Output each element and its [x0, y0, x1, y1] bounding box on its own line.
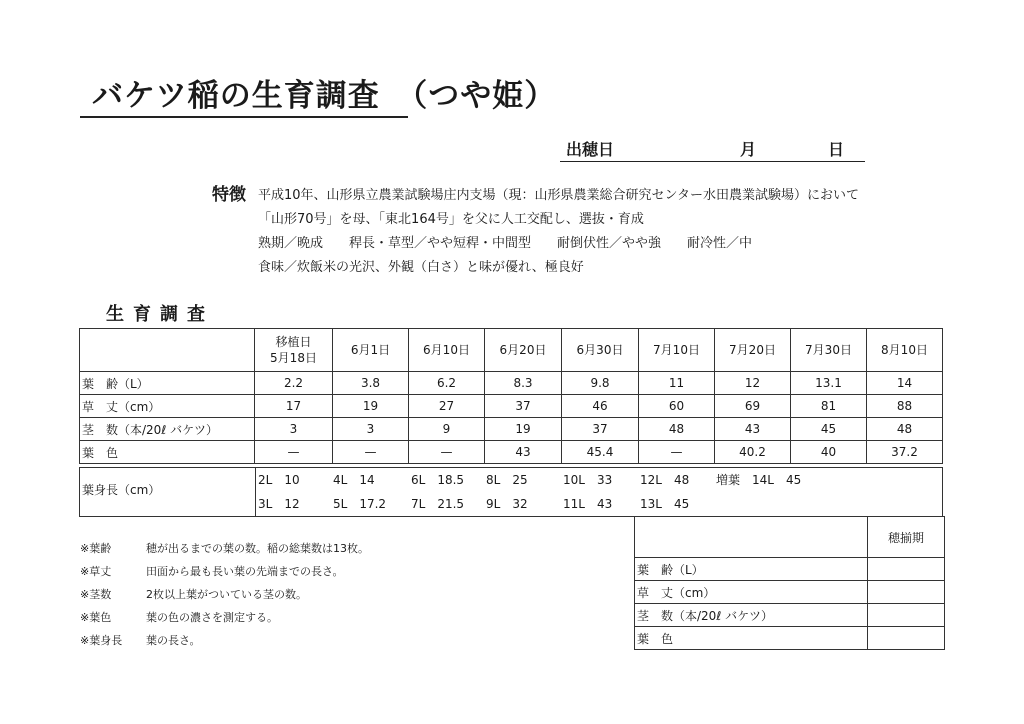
- data-cell: —: [409, 441, 485, 464]
- title-underline: [80, 116, 408, 118]
- note-text: 穂が出るまでの葉の数。稲の総葉数は13枚。: [146, 542, 369, 555]
- date-header-cell: 6月1日: [333, 329, 409, 372]
- heading-date-label: 出穂日: [566, 140, 615, 159]
- data-cell: 12: [715, 372, 791, 395]
- features-line: 食味／炊飯米の光沢、外観（白さ）と味が優れ、極良好: [258, 260, 584, 275]
- data-cell: 3: [255, 418, 333, 441]
- data-cell: —: [639, 441, 715, 464]
- table-row: [80, 372, 943, 395]
- row-label: 葉 色: [80, 441, 255, 464]
- data-cell: 3: [333, 418, 409, 441]
- note-text: 田面から最も長い葉の先端までの長さ。: [146, 565, 344, 578]
- table-row: [80, 395, 943, 418]
- date-header-cell: 8月10日: [867, 329, 943, 372]
- empty-cell: [868, 604, 945, 627]
- note-key: ※葉齢: [80, 542, 112, 555]
- heading-date-day: 日: [828, 140, 845, 159]
- data-cell: 19: [485, 418, 562, 441]
- empty-cell: [868, 558, 945, 581]
- note-text: 2枚以上葉がついている茎の数。: [146, 588, 307, 601]
- leaf-length-item: 12L 48: [640, 473, 690, 487]
- table-header-row: [635, 517, 945, 558]
- data-cell: 43: [715, 418, 791, 441]
- date-header-cell: 7月30日: [791, 329, 867, 372]
- row-label: 葉 齢（L）: [635, 558, 868, 581]
- date-header-cell: 6月10日: [409, 329, 485, 372]
- leaf-length-item: 9L 32: [486, 497, 528, 511]
- data-cell: 17: [255, 395, 333, 418]
- heading-date-month: 月: [740, 140, 757, 159]
- leaf-length-box: [79, 467, 943, 517]
- data-cell: —: [255, 441, 333, 464]
- leaf-length-item: 6L 18.5: [411, 473, 465, 487]
- row-label: 茎 数（本/20ℓ バケツ）: [635, 604, 868, 627]
- date-header-cell: 6月30日: [562, 329, 639, 372]
- data-cell: 48: [639, 418, 715, 441]
- data-cell: 69: [715, 395, 791, 418]
- note-text: 葉の長さ。: [146, 634, 201, 647]
- table-row: [80, 441, 943, 464]
- data-cell: 46: [562, 395, 639, 418]
- data-cell: 60: [639, 395, 715, 418]
- row-label: 葉 色: [635, 627, 868, 650]
- data-cell: 43: [485, 441, 562, 464]
- leaf-length-item: 増葉 14L 45: [716, 473, 802, 487]
- features-line: 「山形70号」を母、「東北164号」を父に人工交配し、選抜・育成: [258, 212, 644, 227]
- heading-date-underline: [560, 161, 865, 162]
- row-label: 茎 数（本/20ℓ バケツ）: [80, 418, 255, 441]
- features-line: 熟期／晩成 稈長・草型／やや短稈・中間型 耐倒伏性／やや強 耐冷性／中: [258, 236, 753, 251]
- table-header-row: [80, 329, 943, 372]
- features-label: 特徴: [212, 185, 246, 205]
- row-label: 葉 齢（L）: [80, 372, 255, 395]
- date-header-cell: 6月20日: [485, 329, 562, 372]
- table-row: [635, 604, 945, 627]
- data-cell: 3.8: [333, 372, 409, 395]
- empty-cell: [868, 627, 945, 650]
- page-title: バケツ稲の生育調査 （つや姫）: [92, 78, 557, 114]
- date-header-cell: 移植日 5月18日: [255, 329, 333, 372]
- data-cell: 27: [409, 395, 485, 418]
- data-cell: 9.8: [562, 372, 639, 395]
- features-line: 平成10年、山形県立農業試験場庄内支場（現：山形県農業総合研究センター水田農業試験場）において: [258, 188, 860, 203]
- note-text: 葉の色の濃さを測定する。: [146, 611, 278, 624]
- heading-stage-header: 穂揃期: [868, 517, 945, 558]
- data-cell: 9: [409, 418, 485, 441]
- leaf-length-item: 7L 21.5: [411, 497, 465, 511]
- data-cell: 37: [485, 395, 562, 418]
- data-cell: 45: [791, 418, 867, 441]
- data-cell: 13.1: [791, 372, 867, 395]
- row-label: 草 丈（cm）: [635, 581, 868, 604]
- leaf-length-divider: [255, 468, 256, 516]
- date-header-cell: 7月10日: [639, 329, 715, 372]
- data-cell: 8.3: [485, 372, 562, 395]
- data-cell: 45.4: [562, 441, 639, 464]
- empty-cell: [868, 581, 945, 604]
- data-cell: 37.2: [867, 441, 943, 464]
- table-row: [635, 558, 945, 581]
- data-cell: 19: [333, 395, 409, 418]
- data-cell: 11: [639, 372, 715, 395]
- leaf-length-item: 4L 14: [333, 473, 375, 487]
- row-label: 草 丈（cm）: [80, 395, 255, 418]
- header-blank-cell: [635, 517, 868, 558]
- data-cell: 88: [867, 395, 943, 418]
- leaf-length-item: 11L 43: [563, 497, 613, 511]
- data-cell: 48: [867, 418, 943, 441]
- data-cell: 2.2: [255, 372, 333, 395]
- data-cell: 81: [791, 395, 867, 418]
- leaf-length-item: 10L 33: [563, 473, 613, 487]
- data-cell: 40.2: [715, 441, 791, 464]
- data-cell: 40: [791, 441, 867, 464]
- note-key: ※葉身長: [80, 634, 123, 647]
- note-key: ※葉色: [80, 611, 112, 624]
- data-cell: 14: [867, 372, 943, 395]
- table-row: [635, 581, 945, 604]
- table-row: [80, 418, 943, 441]
- leaf-length-label: 葉身長（cm）: [82, 483, 161, 497]
- leaf-length-item: 5L 17.2: [333, 497, 387, 511]
- note-key: ※草丈: [80, 565, 112, 578]
- note-key: ※茎数: [80, 588, 112, 601]
- leaf-length-item: 3L 12: [258, 497, 300, 511]
- leaf-length-item: 13L 45: [640, 497, 690, 511]
- leaf-length-item: 8L 25: [486, 473, 528, 487]
- date-header-cell: 7月20日: [715, 329, 791, 372]
- data-cell: —: [333, 441, 409, 464]
- growth-table: [79, 328, 943, 464]
- heading-stage-table: [634, 516, 945, 650]
- header-blank-cell: [80, 329, 255, 372]
- leaf-length-item: 2L 10: [258, 473, 300, 487]
- section-title: 生育調査: [106, 304, 214, 325]
- table-row: [635, 627, 945, 650]
- data-cell: 37: [562, 418, 639, 441]
- data-cell: 6.2: [409, 372, 485, 395]
